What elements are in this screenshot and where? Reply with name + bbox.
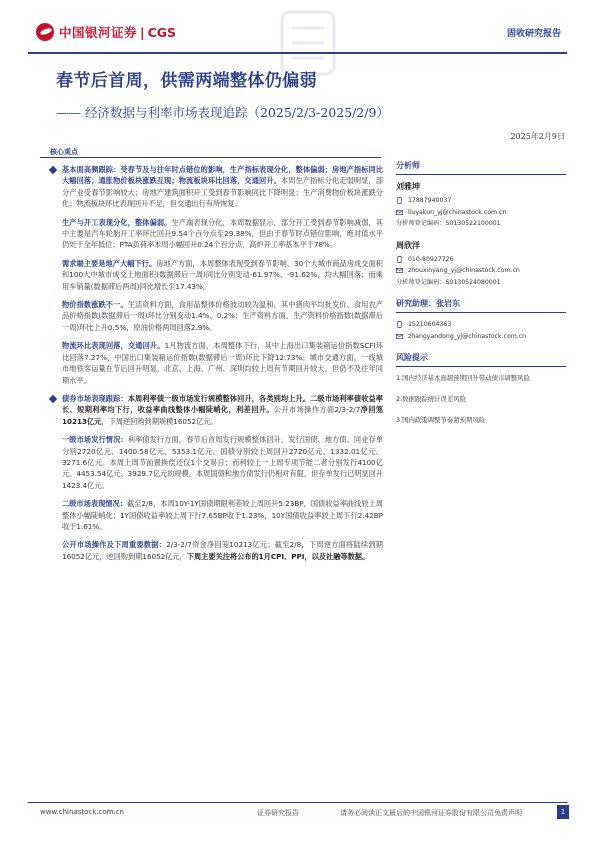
detail-item-primary-market	[62, 434, 383, 491]
analyst-email-row	[396, 207, 566, 219]
diamond-bullet-icon	[49, 395, 57, 403]
assistant-email[interactable]: zhangyandong_yj@chinastock.com.cn	[408, 332, 527, 340]
detail-heading: 一级市场发行情况：	[62, 435, 128, 445]
report-title: 春节后首周，供需两端整体仍偏弱	[56, 71, 317, 91]
diamond-bullet-icon	[49, 166, 57, 174]
phone-icon	[396, 197, 403, 204]
analyst-phone: 17887940037	[408, 197, 452, 204]
detail-heading: 物价指数涨跌不一。	[62, 300, 128, 310]
section-label-core-views: 核心观点	[50, 148, 78, 156]
brand-separator: |	[140, 24, 145, 40]
assistant-phone: 15210604363	[408, 321, 452, 328]
analyst-phone-row	[396, 254, 566, 266]
summary-heading: 基本面高频跟踪：受春节及与往年时点错位的影响，生产指标表现分化，整体偏弱；房地产指标同比大幅回落；通胀物价板块涨跌互现；物流板块环比回落，交通回升。	[62, 165, 383, 186]
analyst-cert: 分析师登记编码：S0130522100001	[396, 220, 501, 227]
assistant-heading: 研究助理：张岩东	[396, 298, 566, 313]
detail-item-logistics	[62, 340, 383, 386]
brand-logo	[36, 23, 176, 41]
detail-body: 生活资料方面，食用品整体价格波动较为温和，其中猪肉平均批发价、食用农产品价格指数(数据滞后一周)环比分别变动1.4%、0.2%；生产资料方面，生产资料价格指数(数据滞后一周)环比上升0.5%，原油价格两周回落2.9%。	[62, 300, 383, 332]
email-icon	[396, 333, 403, 340]
detail-heading: 需求端主要是地产大幅下行。	[62, 258, 157, 268]
summary-item-bond-market	[48, 393, 383, 427]
detail-heading: 二级市场表现情况：	[62, 499, 127, 509]
detail-body: 2/3-2/7资金净回笼10213亿元；截至2/8，下周逆方面将陆续到期16052亿元，逆回购到期16052亿元，	[62, 540, 383, 561]
detail-body: 利率债发行方面，春节后首周发行规模整体回升，发行国债、地方债、同业存单分别2720亿元、1400.58亿元、5353.1亿元。国债分别较上周回升2720亿元、1332.01亿元、3271.6亿元。本周上周节前置换偿还仅1个交易日；而利较上一上周专项节能二者分别发行4100亿元、4453.54亿元、3929.7亿元的规模，本周国债和地方债发行仍相对有限，但存单发行已明显回升1423.4亿元。	[62, 435, 383, 490]
summary-highlight-net: 净回笼10213亿元	[62, 405, 383, 426]
detail-heading: 物流环比表现回落，交通回升。	[62, 341, 165, 351]
analyst-card	[396, 181, 566, 230]
analyst-name: 周欣洋	[396, 240, 420, 250]
analyst-email[interactable]: zhouxinyang_yj@chinastock.com.cn	[408, 267, 520, 274]
summary-body-tail: ，下周逆回购到期规模16052亿元。	[101, 416, 218, 426]
assistant-card	[396, 298, 566, 342]
detail-body: 生产端表现分化，本周数据显示，部分开工受到春节影响减弱，其中主要是汽车轮胎开工率环比回升9.54个百分点至29.38%，但由于春节时点错位影响，绝对值水平仍处于全年低位；PTA负荷率本周小幅回升0.24个百分点，高炉开工率基本平于78%。	[62, 217, 383, 250]
analyst-phone-row	[396, 195, 566, 207]
analyst-cert: 分析师登记编码：S0130524080001	[396, 278, 501, 286]
section-divider	[40, 157, 381, 158]
sidebar-column	[396, 160, 566, 436]
brand-name-cn: 中国银河证券	[59, 25, 138, 40]
phone-icon	[396, 321, 403, 328]
page-number: 1	[557, 805, 569, 819]
detail-body: 截至2/8，本周10Y-1Y国债期限利差较上周回升5.23BP，国债收益率曲线较上周整体小幅陡峭化；1Y国债收益率较上周下行7.65BP收于1.23%，10Y国债收益率较上周下行2.42BP收于1.61%。	[62, 499, 383, 531]
risk-item: 3.国内政策调整节奏超预期风险	[396, 416, 486, 424]
footer-website-link[interactable]: www.chinastock.com.cn	[40, 808, 124, 816]
detail-body: 1月物流方面，本周整体下行，其中上海出口集装箱运价指数SCFI环比回落7.27%，中国出口集装箱运价指数(数据滞后一周)环比下降12.73%；城市交通方面，一线城市地铁客运量在节后回升明显，北京、上海、广州、深圳均较上周有节期回升较大，但仍不及往年同期水平。	[62, 341, 383, 385]
header-divider	[28, 52, 567, 54]
summary-heading: 债券市场表现跟踪：	[62, 393, 128, 403]
detail-item-open-market	[62, 539, 383, 562]
detail-item-secondary-market	[62, 498, 383, 532]
risk-item: 2.数据跟踪统计误差风险	[396, 395, 467, 403]
summary-highlight: 本周利率债一级市场发行规模整体回升，各类别均上升。二级市场利率债收益率长、短期利率均下行，收益率曲线整体小幅陡峭化，利差回升。	[62, 393, 383, 415]
detail-heading: 公开市场操作及下周重要数据：	[62, 540, 167, 550]
detail-item-prices	[62, 299, 383, 333]
detail-item-demand	[62, 258, 383, 292]
detail-highlight: 下周主要关注将公布的1月CPI、PPI，以及社融等数据。	[186, 551, 370, 561]
analyst-section-heading: 分析师	[396, 160, 566, 175]
analyst-name: 刘雅坤	[396, 182, 420, 191]
analyst-card	[396, 240, 566, 289]
report-date: 2025年2月9日	[510, 132, 565, 141]
report-subtitle: —— 经济数据与利率市场表现追踪（2025/2/3-2025/2/9）	[56, 105, 389, 120]
detail-item-production	[62, 217, 383, 251]
phone-icon	[396, 256, 403, 263]
summary-body: 公开市场操作方面2/3-2/7	[273, 405, 361, 415]
detail-body: 房地产方面，本周整体表现受到春节影响，30个大城市商品房成交面积和100大中城市成交土地面积(数据滞后一周)同比分别变动-61.97%、-91.62%，均大幅回落；而乘用车销量(数据滞后两周)同比增长至17.43%。	[62, 258, 383, 291]
assistant-phone-row	[396, 319, 566, 331]
summary-body: 本周生产指标分化走弱明显，部分产业受春节影响较大；房地产建筑面积开工受到春节影响同比下降明显；生产消费物价板块涨跌分化；物流板块环比表现回升不足，但交通出行有所恢复。	[62, 176, 383, 209]
report-type-label: 固收研究报告	[506, 29, 561, 39]
brand-logo-icon	[36, 23, 54, 41]
analyst-email[interactable]: liuyakun_yj@chinastock.com.cn	[408, 208, 507, 216]
detail-heading: 生产与开工表现分化，整体偏弱。	[62, 217, 172, 227]
summary-item-fundamentals	[48, 164, 383, 210]
brand-name-en: CGS	[147, 24, 177, 40]
footer-divider	[28, 802, 567, 803]
footer-report-label: 证券研究报告	[257, 809, 299, 817]
risk-section-heading: 风险提示	[396, 352, 566, 367]
analyst-email-row	[396, 265, 566, 277]
analyst-phone: 010-80927726	[408, 255, 454, 263]
email-icon	[396, 267, 403, 274]
footer-disclaimer: 请务必阅读正文最后的中国银河证券股份有限公司免责声明	[340, 809, 522, 817]
core-views-column	[48, 164, 383, 569]
email-icon	[396, 209, 403, 216]
risk-item: 1.国内经济基本面超预期回升带动债市调整风险	[396, 374, 530, 382]
assistant-email-row	[396, 331, 566, 343]
